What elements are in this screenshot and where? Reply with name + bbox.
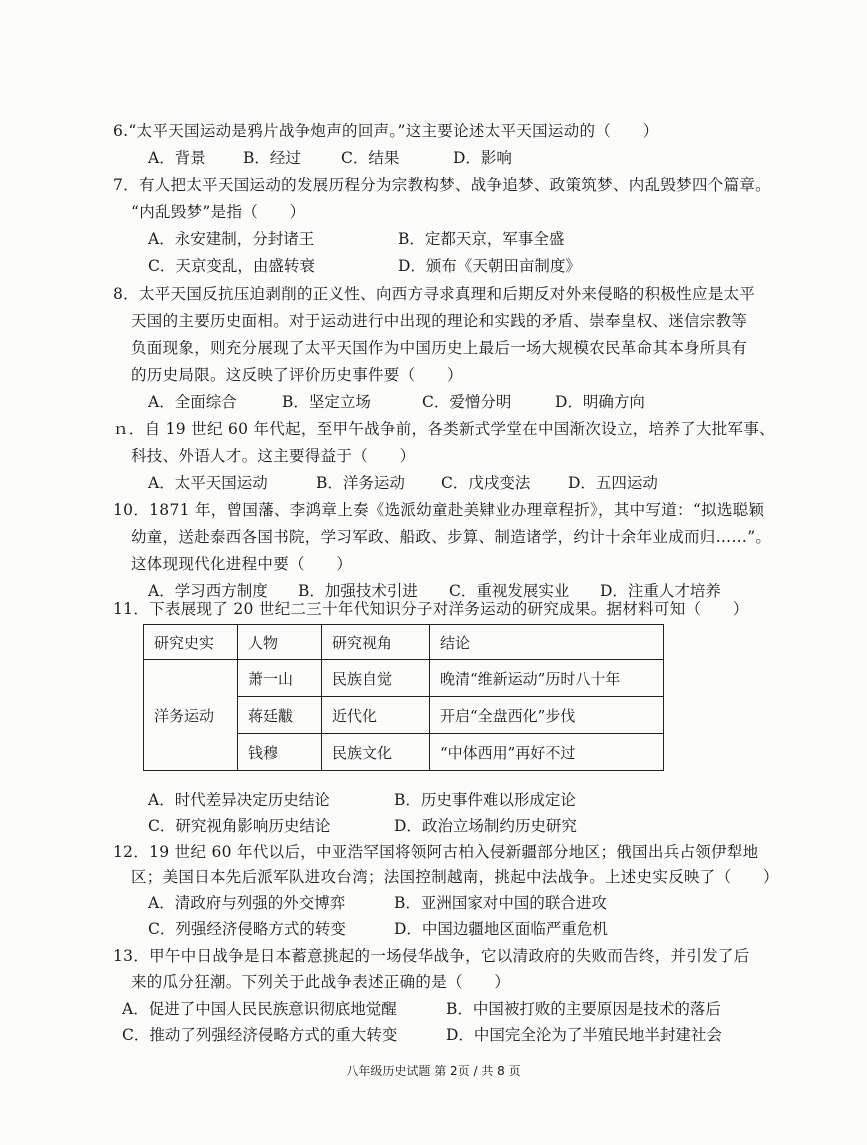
q11-stem: 11．下表展现了 20 世纪二三十年代知识分子对洋务运动的研究成果。据材料可知（ ） [113, 600, 749, 618]
table-cell: 开启“全盘西化”步伐 [430, 697, 664, 734]
q8-option-b: B．坚定立场 [282, 393, 371, 411]
q9-option-d: D．五四运动 [568, 474, 658, 492]
q12-stem-line2: 区；美国日本先后派军队进攻台湾；法国控制越南，挑起中法战争。上述史实反映了（ ） [131, 868, 779, 886]
table-cell: 民族文化 [322, 734, 430, 771]
q6-stem: 6.“太平天国运动是鸦片战争炮声的回声。”这主要论述太平天国运动的（ ） [113, 122, 659, 140]
table-cell: 钱穆 [238, 734, 322, 771]
q8-stem-line2: 天国的主要历史面相。对于运动进行中出现的理论和实践的矛盾、崇奉皇权、迷信宗教等 [131, 312, 748, 330]
table-header-cell: 研究视角 [322, 625, 430, 660]
q13-option-a: A．促进了中国人民民族意识彻底地觉醒 [122, 1000, 397, 1018]
table-row [144, 660, 664, 697]
q13-option-c: C．推动了列强经济侵略方式的重大转变 [122, 1026, 398, 1044]
q9-stem-line1: ｎ．自 19 世纪 60 年代起，至甲午战争前，各类新式学堂在中国渐次设立，培养了大批军事、 [113, 420, 775, 438]
q12-option-a: A．清政府与列强的外交博弈 [148, 894, 346, 912]
q10-stem-line3: 这体现现代化进程中要（ ） [131, 555, 353, 573]
q8-option-d: D．明确方向 [555, 393, 645, 411]
q9-option-c: C．戊戌变法 [441, 474, 531, 492]
q8-stem-line4: 的历史局限。这反映了评价历史事件要（ ） [131, 366, 463, 384]
q13-option-d: D．中国完全沦为了半殖民地半封建社会 [446, 1026, 722, 1044]
q12-stem-line1: 12．19 世纪 60 年代以后，中亚浩罕国将领阿古柏入侵新疆部分地区；俄国出兵占领伊犁地 [113, 843, 759, 861]
q6-option-b: B．经过 [243, 149, 301, 167]
q11-option-c: C．研究视角影响历史结论 [148, 817, 331, 835]
q11-option-a: A．时代差异决定历史结论 [148, 791, 330, 809]
q13-stem-line1: 13．甲午中日战争是日本蓄意挑起的一场侵华战争，它以清政府的失败而告终，并引发了后 [113, 947, 750, 965]
q6-option-d: D．影响 [453, 149, 512, 167]
q7-option-d: D．颁布《天朝田亩制度》 [398, 257, 581, 275]
q11-table [143, 624, 664, 771]
table-subject-cell: 洋务运动 [144, 660, 238, 771]
table-header-cell: 结论 [430, 625, 664, 660]
q7-option-a: A．永安建制，分封诸王 [148, 230, 315, 248]
q8-option-a: A．全面综合 [148, 393, 237, 411]
q8-option-c: C．爱憎分明 [422, 393, 512, 411]
table-cell: 近代化 [322, 697, 430, 734]
q11-option-d: D．政治立场制约历史研究 [394, 817, 577, 835]
q12-option-d: D．中国边疆地区面临严重危机 [394, 920, 608, 938]
q8-stem-line3: 负面现象，则充分展现了太平天国作为中国历史上最后一场大规模农民革命其本身所具有 [131, 339, 748, 357]
table-header-cell: 研究史实 [144, 625, 238, 660]
q10-option-d: D．注重人才培养 [600, 582, 721, 600]
q9-option-b: B．洋务运动 [316, 474, 405, 492]
q13-option-b: B．中国被打败的主要原因是技术的落后 [446, 1000, 721, 1018]
table-cell: 晚清“维新运动”历时八十年 [430, 660, 664, 697]
q6-option-a: A．背景 [148, 149, 206, 167]
q6-option-c: C．结果 [341, 149, 400, 167]
q7-option-c: C．天京变乱，由盛转衰 [148, 257, 315, 275]
q12-option-c: C．列强经济侵略方式的转变 [148, 920, 346, 938]
q10-option-c: C．重视发展实业 [449, 582, 570, 600]
q10-option-a: A．学习西方制度 [148, 582, 268, 600]
page-footer: 八年级历史试题 第 2页 / 共 8 页 [346, 1064, 521, 1078]
table-cell: “中体西用”再好不过 [430, 734, 664, 771]
q7-option-b: B．定都天京，军事全盛 [398, 230, 565, 248]
q7-stem-line1: 7．有人把太平天国运动的发展历程分为宗教构梦、战争追梦、政策筑梦、内乱毁梦四个篇章。 [113, 176, 771, 194]
q9-stem-line2: 科技、外语人才。这主要得益于（ ） [131, 447, 416, 465]
table-cell: 萧一山 [238, 660, 322, 697]
q12-option-b: B．亚洲国家对中国的联合进攻 [394, 894, 607, 912]
q13-stem-line2: 来的瓜分狂潮。下列关于此战争表述正确的是（ ） [131, 973, 511, 991]
q9-option-a: A．太平天国运动 [148, 474, 268, 492]
q11-option-b: B．历史事件难以形成定论 [394, 791, 576, 809]
q10-stem-line2: 幼童，送赴泰西各国书院，学习军政、船政、步算、制造诸学，约计十余年业成而归……”。 [131, 528, 772, 546]
table-cell: 民族自觉 [322, 660, 430, 697]
table-header-cell: 人物 [238, 625, 322, 660]
table-cell: 蒋廷黻 [238, 697, 322, 734]
q7-stem-line2: “内乱毁梦”是指（ ） [131, 203, 306, 221]
q8-stem-line1: 8．太平天国反抗压迫剥削的正义性、向西方寻求真理和后期反对外来侵略的积极性应是太平 [113, 285, 756, 303]
q10-option-b: B．加强技术引进 [298, 582, 418, 600]
q10-stem-line1: 10．1871 年，曾国藩、李鸿章上奏《选派幼童赴美肄业办理章程折》，其中写道：“拟选聪颖 [113, 501, 765, 519]
